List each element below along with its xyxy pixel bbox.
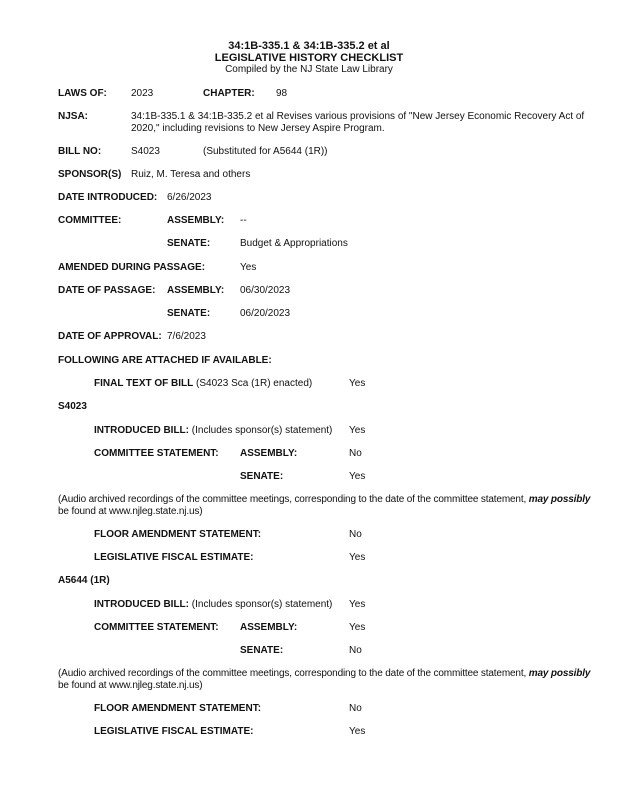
date-of-passage-label: DATE OF PASSAGE: [58, 285, 156, 296]
document-title-line1: 34:1B-335.1 & 34:1B-335.2 et al [228, 40, 390, 52]
a5644-committee-label: COMMITTEE STATEMENT: [94, 622, 219, 633]
final-text-value: Yes [349, 378, 366, 389]
s4023-audio-note-text: (Audio archived recordings of the committee meetings, corresponding to the date of the committee statement, [58, 494, 529, 505]
s4023-audio-note-link: be found at www.njleg.state.nj.us) [58, 506, 203, 517]
s4023-audio-note-emphasis: may possibly [528, 494, 591, 505]
final-text-row [94, 378, 312, 390]
a5644-introduced-note: (Includes sponsor(s) statement) [191, 599, 333, 610]
committee-assembly-value: -- [240, 215, 247, 226]
bill-no-label: BILL NO: [58, 146, 102, 157]
compiled-by: Compiled by the NJ State Law Library [225, 64, 393, 75]
committee-senate-value: Budget & Appropriations [240, 238, 348, 249]
attached-heading: FOLLOWING ARE ATTACHED IF AVAILABLE: [58, 355, 272, 366]
a5644-introduced-value: Yes [349, 599, 366, 610]
passage-senate-value: 06/20/2023 [240, 308, 291, 319]
document-title-line2: LEGISLATIVE HISTORY CHECKLIST [214, 52, 404, 64]
a5644-floor-value: No [349, 703, 362, 714]
s4023-assembly-label: ASSEMBLY: [240, 448, 298, 459]
s4023-introduced-value: Yes [349, 425, 366, 436]
a5644-audio-note-link: be found at www.njleg.state.nj.us) [58, 680, 203, 691]
a5644-assembly-label: ASSEMBLY: [240, 622, 298, 633]
passage-assembly-value: 06/30/2023 [240, 285, 291, 296]
njsa-label: NJSA: [58, 111, 89, 122]
njsa-value: 34:1B-335.1 & 34:1B-335.2 et al Revises various provisions of "New Jersey Economic Recovery Act of 2020," including revisions to New Jersey Aspire Program. [131, 111, 585, 134]
bill-no-value: S4023 [131, 146, 160, 157]
passage-senate-label: SENATE: [167, 308, 211, 319]
s4023-introduced-row [94, 425, 332, 437]
chapter-value: 98 [276, 88, 288, 99]
a5644-senate-value: No [349, 645, 362, 656]
a5644-assembly-value: Yes [349, 622, 366, 633]
s4023-floor-value: No [349, 529, 362, 540]
s4023-assembly-value: No [349, 448, 362, 459]
s4023-introduced-label: INTRODUCED BILL: [94, 425, 189, 436]
a5644-introduced-row [94, 599, 332, 611]
date-introduced-label: DATE INTRODUCED: [58, 192, 158, 203]
s4023-heading: S4023 [58, 401, 87, 412]
a5644-fiscal-label: LEGISLATIVE FISCAL ESTIMATE: [94, 726, 254, 737]
s4023-floor-label: FLOOR AMENDMENT STATEMENT: [94, 529, 262, 540]
sponsors-value: Ruiz, M. Teresa and others [131, 169, 251, 180]
amended-label: AMENDED DURING PASSAGE: [58, 262, 206, 273]
a5644-audio-note-emphasis: may possibly [528, 668, 591, 679]
laws-of-value: 2023 [131, 88, 154, 99]
s4023-fiscal-value: Yes [349, 552, 366, 563]
committee-senate-label: SENATE: [167, 238, 211, 249]
sponsors-label: SPONSOR(S) [58, 169, 122, 180]
amended-value: Yes [240, 262, 257, 273]
a5644-audio-note [58, 668, 604, 692]
a5644-senate-label: SENATE: [240, 645, 284, 656]
final-text-note: (S4023 Sca (1R) enacted) [196, 378, 313, 389]
date-of-approval-value: 7/6/2023 [167, 331, 206, 342]
date-introduced-value: 6/26/2023 [167, 192, 212, 203]
chapter-label: CHAPTER: [203, 88, 255, 99]
a5644-floor-label: FLOOR AMENDMENT STATEMENT: [94, 703, 262, 714]
committee-assembly-label: ASSEMBLY: [167, 215, 225, 226]
s4023-senate-label: SENATE: [240, 471, 284, 482]
laws-of-label: LAWS OF: [58, 88, 107, 99]
a5644-fiscal-value: Yes [349, 726, 366, 737]
a5644-audio-note-text: (Audio archived recordings of the committee meetings, corresponding to the date of the committee statement, [58, 668, 529, 679]
s4023-introduced-note: (Includes sponsor(s) statement) [191, 425, 333, 436]
final-text-label: FINAL TEXT OF BILL [94, 378, 194, 389]
s4023-senate-value: Yes [349, 471, 366, 482]
committee-label: COMMITTEE: [58, 215, 122, 226]
a5644-introduced-label: INTRODUCED BILL: [94, 599, 189, 610]
passage-assembly-label: ASSEMBLY: [167, 285, 225, 296]
s4023-audio-note [58, 494, 604, 518]
bill-no-substitution-note: (Substituted for A5644 (1R)) [203, 146, 328, 157]
a5644-heading: A5644 (1R) [58, 575, 110, 586]
s4023-fiscal-label: LEGISLATIVE FISCAL ESTIMATE: [94, 552, 254, 563]
s4023-committee-label: COMMITTEE STATEMENT: [94, 448, 219, 459]
date-of-approval-label: DATE OF APPROVAL: [58, 331, 162, 342]
